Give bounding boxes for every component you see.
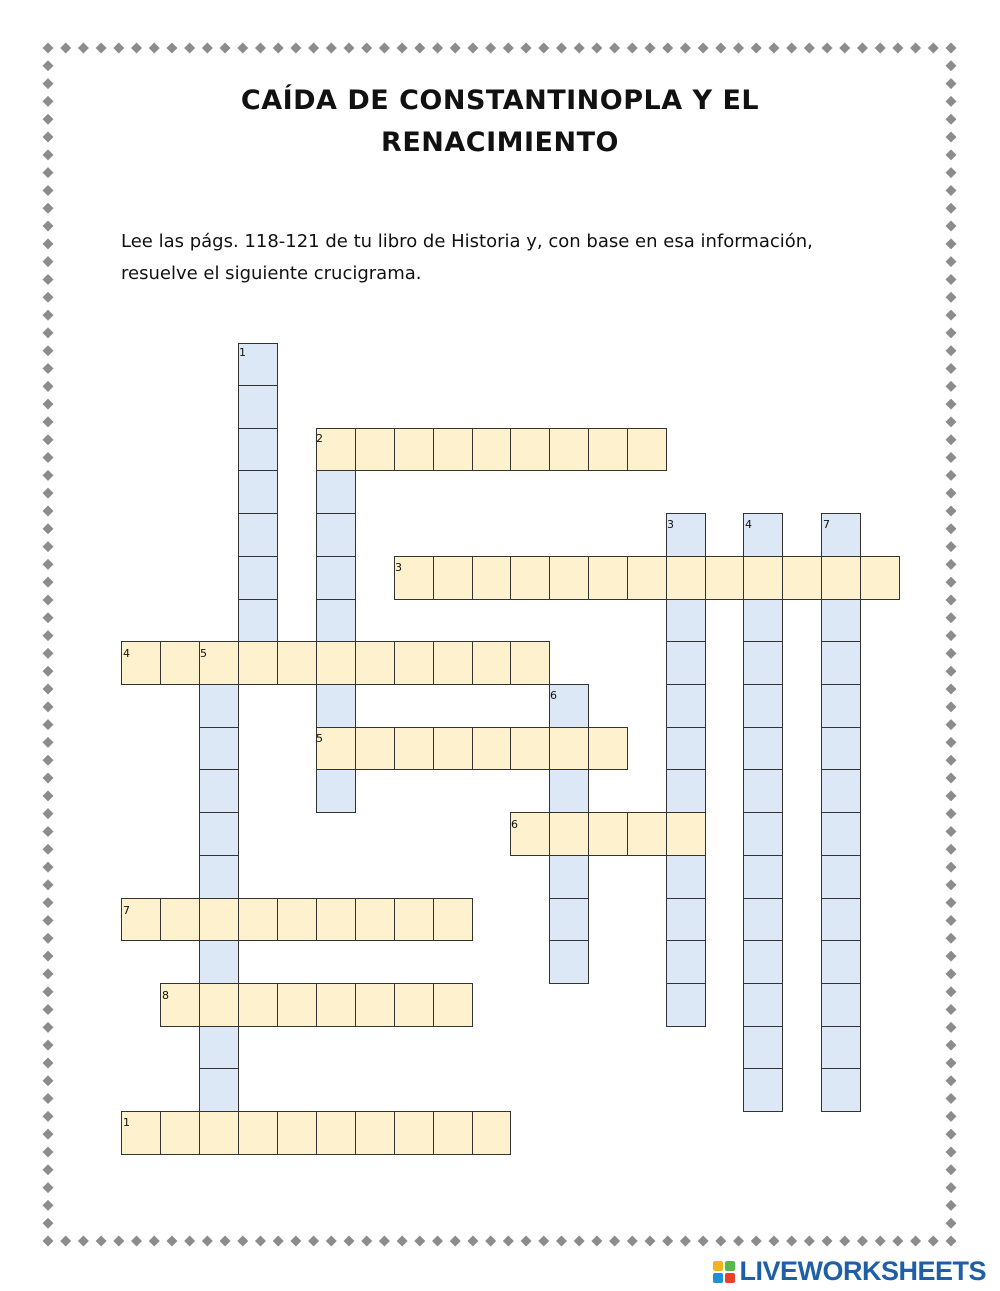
crossword-cell-across-6[interactable] <box>666 812 706 856</box>
clue-number-down-3: 3 <box>667 518 674 531</box>
clue-number-across-8: 8 <box>162 989 169 1002</box>
crossword-cell-across-3[interactable] <box>666 556 706 600</box>
crossword-cell-across-5[interactable] <box>549 727 589 770</box>
crossword-cell-down-3[interactable] <box>666 983 706 1027</box>
crossword-cell-across-2[interactable] <box>433 428 473 471</box>
liveworksheets-footer <box>713 1256 986 1287</box>
crossword-cell-across-5[interactable] <box>355 727 395 770</box>
crossword-cell-across-3[interactable] <box>782 556 822 600</box>
page-title <box>0 80 1000 164</box>
crossword-cell-down-6[interactable] <box>549 855 589 899</box>
clue-number-down-7: 7 <box>823 518 830 531</box>
crossword-cell-down-3[interactable] <box>666 513 706 557</box>
crossword-cell-down-4[interactable] <box>743 898 783 941</box>
title-line-1: CAÍDA DE CONSTANTINOPLA Y EL <box>240 85 760 116</box>
crossword-cell-across-3[interactable] <box>433 556 473 600</box>
crossword-cell-down-5[interactable] <box>199 812 239 856</box>
clue-number-down-1: 1 <box>239 346 246 359</box>
crossword-cell-down-4[interactable] <box>743 727 783 770</box>
crossword-cell-down-4[interactable] <box>743 641 783 685</box>
crossword-cell-across-4[interactable] <box>355 641 395 685</box>
crossword-cell-across-1[interactable] <box>394 1111 434 1155</box>
crossword-cell-across-8[interactable] <box>238 983 278 1027</box>
crossword-cell-down-7[interactable] <box>821 898 861 941</box>
crossword-cell-across-1[interactable] <box>121 1111 161 1155</box>
crossword-cell-down-2[interactable] <box>316 599 356 642</box>
crossword-cell-across-4[interactable] <box>277 641 317 685</box>
crossword-cell-across-8[interactable] <box>394 983 434 1027</box>
clue-number-across-7: 7 <box>123 904 130 917</box>
crossword-cell-down-7[interactable] <box>821 855 861 899</box>
crossword-cell-across-3[interactable] <box>627 556 667 600</box>
clue-number-down-4: 4 <box>745 518 752 531</box>
crossword-cell-across-6[interactable] <box>510 812 550 856</box>
crossword-cell-down-7[interactable] <box>821 599 861 642</box>
crossword-cell-across-8[interactable] <box>355 983 395 1027</box>
crossword-cell-down-6[interactable] <box>549 940 589 984</box>
crossword-cell-across-6[interactable] <box>588 812 628 856</box>
crossword-cell-down-4[interactable] <box>743 983 783 1027</box>
clue-number-across-2: 2 <box>316 432 323 445</box>
crossword-cell-across-1[interactable] <box>471 1111 511 1155</box>
crossword-cell-down-4[interactable] <box>743 1026 783 1069</box>
crossword-cell-down-3[interactable] <box>666 898 706 941</box>
clue-number-across-5: 5 <box>316 732 323 745</box>
crossword-cell-across-7[interactable] <box>433 898 473 941</box>
crossword-cell-across-8[interactable] <box>433 983 473 1027</box>
clue-number-down-6: 6 <box>550 689 557 702</box>
crossword-cell-down-2[interactable] <box>316 769 356 813</box>
crossword-cell-across-1[interactable] <box>355 1111 395 1155</box>
crossword-cell-across-3[interactable] <box>821 556 861 600</box>
crossword-cell-down-7[interactable] <box>821 641 861 685</box>
title-line-2: RENACIMIENTO <box>381 127 619 158</box>
crossword-cell-down-3[interactable] <box>666 769 706 813</box>
crossword-cell-down-2[interactable] <box>316 556 356 600</box>
crossword-cell-across-5[interactable] <box>510 727 550 770</box>
crossword-cell-across-4[interactable] <box>316 641 356 685</box>
crossword-cell-across-4[interactable] <box>121 641 161 685</box>
crossword-cell-across-7[interactable] <box>199 898 239 941</box>
clue-number-across-6: 6 <box>511 818 518 831</box>
crossword-cell-across-3[interactable] <box>704 556 744 600</box>
crossword-cell-down-7[interactable] <box>821 1026 861 1069</box>
crossword-cell-across-3[interactable] <box>471 556 511 600</box>
crossword-cell-down-5[interactable] <box>199 684 239 728</box>
liveworksheets-logo-icon <box>713 1261 735 1283</box>
crossword-cell-down-1[interactable] <box>238 470 278 514</box>
crossword-cell-down-4[interactable] <box>743 812 783 856</box>
crossword-cell-down-6[interactable] <box>549 769 589 813</box>
crossword-cell-across-2[interactable] <box>588 428 628 471</box>
crossword-cell-across-1[interactable] <box>316 1111 356 1155</box>
clue-number-across-1: 1 <box>123 1116 130 1129</box>
crossword-cell-down-5[interactable] <box>199 1026 239 1069</box>
crossword-cell-across-1[interactable] <box>277 1111 317 1155</box>
footer-brand-text: LIVEWORKSHEETS <box>739 1256 986 1286</box>
crossword-cell-across-8[interactable] <box>199 983 239 1027</box>
crossword-cell-down-1[interactable] <box>238 599 278 642</box>
crossword-cell-across-3[interactable] <box>394 556 434 600</box>
clue-number-across-3: 3 <box>395 561 402 574</box>
crossword-cell-across-1[interactable] <box>433 1111 473 1155</box>
crossword-cell-down-7[interactable] <box>821 983 861 1027</box>
crossword-cell-across-5[interactable] <box>588 727 628 770</box>
crossword-cell-across-8[interactable] <box>316 983 356 1027</box>
crossword-cell-down-3[interactable] <box>666 727 706 770</box>
crossword-cell-across-2[interactable] <box>471 428 511 471</box>
crossword-cell-down-4[interactable] <box>743 940 783 984</box>
crossword-cell-across-2[interactable] <box>355 428 395 471</box>
crossword-cell-across-7[interactable] <box>238 898 278 941</box>
crossword-cell-across-5[interactable] <box>394 727 434 770</box>
crossword-cell-across-2[interactable] <box>316 428 356 471</box>
crossword-cell-across-7[interactable] <box>160 898 200 941</box>
crossword-cell-across-4[interactable] <box>394 641 434 685</box>
crossword-cell-across-4[interactable] <box>471 641 511 685</box>
crossword-cell-down-4[interactable] <box>743 769 783 813</box>
crossword-cell-across-6[interactable] <box>549 812 589 856</box>
clue-number-down-5: 5 <box>200 647 207 660</box>
crossword-cell-down-1[interactable] <box>238 428 278 471</box>
crossword-cell-down-3[interactable] <box>666 940 706 984</box>
crossword-cell-across-3[interactable] <box>549 556 589 600</box>
crossword-cell-down-7[interactable] <box>821 812 861 856</box>
crossword-cell-across-1[interactable] <box>199 1111 239 1155</box>
crossword-cell-across-4[interactable] <box>160 641 200 685</box>
crossword-cell-across-5[interactable] <box>316 727 356 770</box>
crossword-cell-down-1[interactable] <box>238 556 278 600</box>
crossword-cell-down-2[interactable] <box>316 513 356 557</box>
crossword-cell-down-5[interactable] <box>199 769 239 813</box>
crossword-cell-down-5[interactable] <box>199 727 239 770</box>
crossword-cell-down-5[interactable] <box>199 940 239 984</box>
crossword-cell-down-4[interactable] <box>743 513 783 557</box>
crossword-cell-across-4[interactable] <box>238 641 278 685</box>
instructions-line-1: Lee las págs. 118-121 de tu libro de Historia y, con base en esa información, <box>121 231 813 252</box>
crossword-cell-across-5[interactable] <box>433 727 473 770</box>
crossword-cell-down-3[interactable] <box>666 684 706 728</box>
crossword-cell-down-1[interactable] <box>238 385 278 429</box>
crossword-cell-down-3[interactable] <box>666 599 706 642</box>
crossword-cell-down-4[interactable] <box>743 684 783 728</box>
crossword-cell-across-2[interactable] <box>510 428 550 471</box>
crossword-cell-across-8[interactable] <box>277 983 317 1027</box>
crossword-cell-down-3[interactable] <box>666 641 706 685</box>
crossword-cell-across-2[interactable] <box>394 428 434 471</box>
crossword-cell-across-7[interactable] <box>394 898 434 941</box>
crossword-cell-across-3[interactable] <box>588 556 628 600</box>
crossword-cell-across-4[interactable] <box>199 641 239 685</box>
crossword-cell-down-4[interactable] <box>743 855 783 899</box>
crossword-cell-down-5[interactable] <box>199 1068 239 1112</box>
crossword-cell-down-1[interactable] <box>238 343 278 386</box>
crossword-cell-across-8[interactable] <box>160 983 200 1027</box>
crossword-cell-across-7[interactable] <box>355 898 395 941</box>
crossword-cell-across-7[interactable] <box>121 898 161 941</box>
crossword-cell-across-3[interactable] <box>510 556 550 600</box>
crossword-cell-down-3[interactable] <box>666 855 706 899</box>
crossword-cell-down-7[interactable] <box>821 727 861 770</box>
crossword-cell-down-6[interactable] <box>549 898 589 941</box>
crossword-cell-down-4[interactable] <box>743 599 783 642</box>
crossword-cell-down-2[interactable] <box>316 470 356 514</box>
crossword-cell-down-5[interactable] <box>199 855 239 899</box>
crossword-cell-down-7[interactable] <box>821 1068 861 1112</box>
crossword-cell-across-4[interactable] <box>510 641 550 685</box>
crossword-cell-across-2[interactable] <box>627 428 667 471</box>
crossword-cell-down-7[interactable] <box>821 769 861 813</box>
crossword-cell-across-7[interactable] <box>277 898 317 941</box>
crossword-cell-across-2[interactable] <box>549 428 589 471</box>
crossword-cell-down-1[interactable] <box>238 513 278 557</box>
crossword-cell-across-1[interactable] <box>160 1111 200 1155</box>
crossword-cell-down-7[interactable] <box>821 940 861 984</box>
crossword-cell-across-1[interactable] <box>238 1111 278 1155</box>
crossword-cell-across-6[interactable] <box>627 812 667 856</box>
crossword-cell-across-3[interactable] <box>743 556 783 600</box>
crossword-cell-across-3[interactable] <box>860 556 900 600</box>
instructions-line-2: resuelve el siguiente crucigrama. <box>121 263 422 284</box>
instructions <box>121 226 921 290</box>
clue-number-across-4: 4 <box>123 647 130 660</box>
crossword-cell-down-4[interactable] <box>743 1068 783 1112</box>
crossword-cell-down-2[interactable] <box>316 684 356 728</box>
crossword-cell-down-7[interactable] <box>821 513 861 557</box>
crossword-cell-across-5[interactable] <box>471 727 511 770</box>
crossword-cell-across-7[interactable] <box>316 898 356 941</box>
crossword-cell-down-7[interactable] <box>821 684 861 728</box>
crossword-cell-down-6[interactable] <box>549 684 589 728</box>
crossword-cell-across-4[interactable] <box>433 641 473 685</box>
